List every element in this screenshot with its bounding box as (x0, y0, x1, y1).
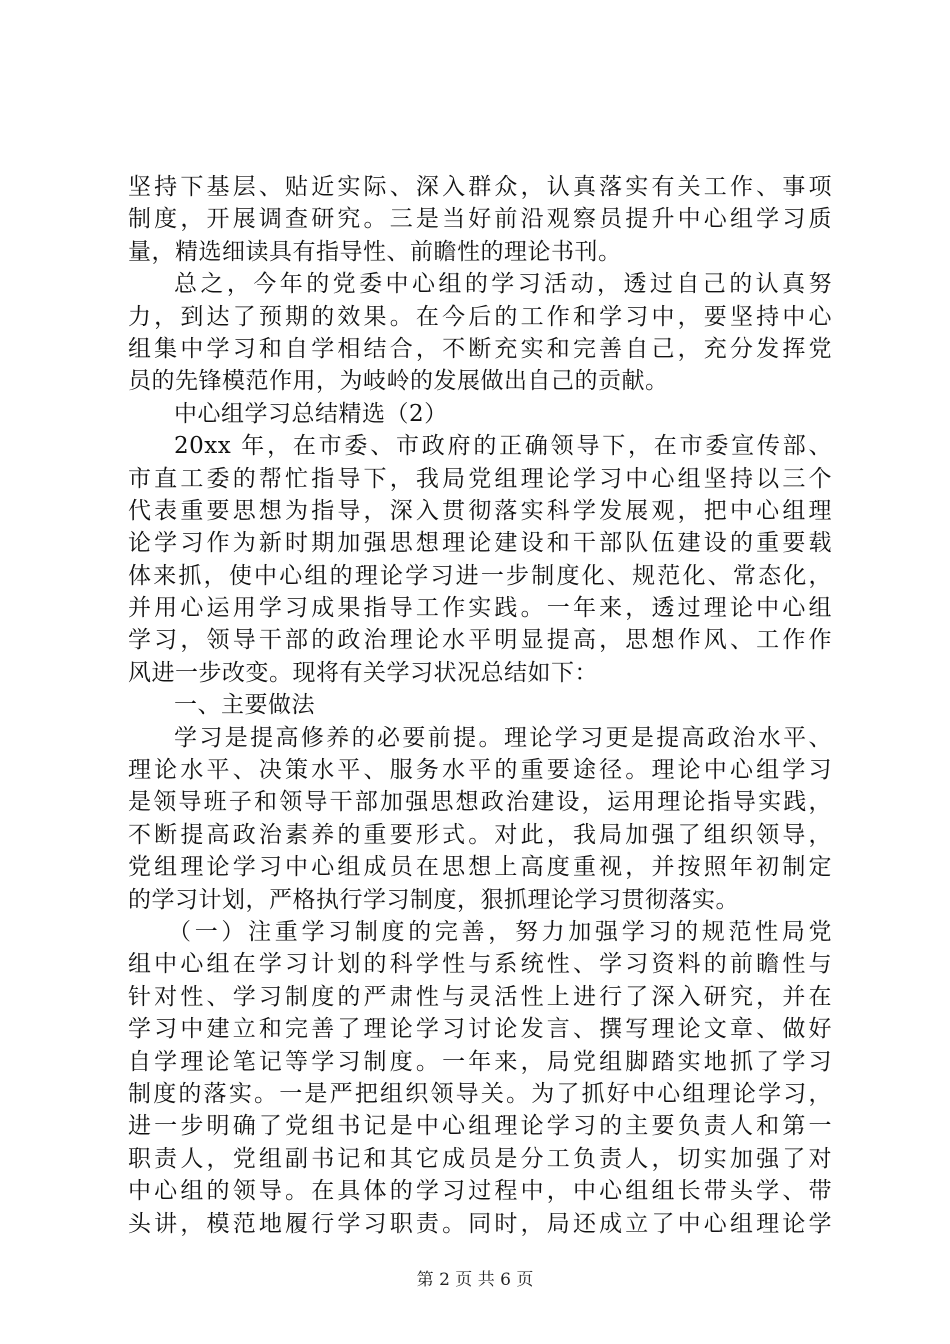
text-line: 市直工委的帮忙指导下，我局党组理论学习中心组坚持以三个 (128, 465, 832, 492)
text-line: 中心组的领导。在具体的学习过程中，中心组组长带头学、带 (128, 1178, 832, 1205)
text-line: 进一步明确了党组书记是中心组理论学习的主要负责人和第一 (128, 1113, 832, 1140)
subsection-heading: 一、主要做法 (174, 692, 315, 719)
text-line: 制度的落实。一是严把组织领导关。为了抓好中心组理论学习， (128, 1080, 832, 1107)
paragraph-start-line: 20xx 年，在市委、市政府的正确领导下，在市委宣传部、 (174, 433, 832, 460)
paragraph-start-line: （一）注重学习制度的完善，努力加强学习的规范性局党 (168, 918, 832, 945)
text-line: 学习中建立和完善了理论学习讨论发言、撰写理论文章、做好 (128, 1016, 832, 1043)
text-line: 党组理论学习中心组成员在思想上高度重视，并按照年初制定 (128, 854, 832, 881)
text-line: 针对性、学习制度的严肃性与灵活性上进行了深入研究，并在 (128, 983, 832, 1010)
text-line: 组中心组在学习计划的科学性与系统性、学习资料的前瞻性与 (128, 951, 832, 978)
text-line: 坚持下基层、贴近实际、深入群众，认真落实有关工作、事项 (128, 174, 832, 200)
text-line: 学习，领导干部的政治理论水平明显提高，思想作风、工作作 (128, 627, 832, 654)
text-line: 论学习作为新时期加强思想理论建设和干部队伍建设的重要载 (128, 530, 832, 557)
paragraph-start-line: 总之，今年的党委中心组的学习活动，透过自己的认真努 (174, 271, 832, 298)
text-line: 是领导班子和领导干部加强思想政治建设，运用理论指导实践， (128, 789, 832, 816)
paragraph-start-line: 学习是提高修养的必要前提。理论学习更是提高政治水平、 (174, 724, 832, 751)
document-body (128, 171, 832, 1240)
section-heading: 中心组学习总结精选（2） (174, 400, 448, 427)
text-line: 的学习计划，严格执行学习制度，狠抓理论学习贯彻落实。 (128, 886, 739, 913)
text-line: 力，到达了预期的效果。在今后的工作和学习中，要坚持中心 (128, 303, 832, 330)
text-line: 体来抓，使中心组的理论学习进一步制度化、规范化、常态化， (128, 562, 832, 589)
text-line: 不断提高政治素养的重要形式。对此，我局加强了组织领导， (128, 821, 832, 848)
text-line: 自学理论笔记等学习制度。一年来，局党组脚踏实地抓了学习 (128, 1048, 832, 1075)
text-line: 风进一步改变。现将有关学习状况总结如下： (128, 659, 598, 686)
text-line: 代表重要思想为指导，深入贯彻落实科学发展观，把中心组理 (128, 497, 832, 524)
text-line: 并用心运用学习成果指导工作实践。一年来，透过理论中心组 (128, 595, 832, 622)
text-line: 组集中学习和自学相结合，不断充实和完善自己，充分发挥党 (128, 335, 832, 362)
text-line: 员的先锋模范作用，为岐岭的发展做出自己的贡献。 (128, 368, 669, 395)
text-line: 职责人，党组副书记和其它成员是分工负责人，切实加强了对 (128, 1145, 832, 1172)
text-line: 制度，开展调查研究。三是当好前沿观察员提升中心组学习质 (128, 206, 832, 233)
text-line: 理论水平、决策水平、服务水平的重要途径。理论中心组学习 (128, 757, 832, 784)
text-line: 头讲，模范地履行学习职责。同时，局还成立了中心组理论学 (128, 1210, 832, 1237)
text-line: 量，精选细读具有指导性、前瞻性的理论书刊。 (128, 238, 622, 265)
page-number-footer: 第 2 页 共 6 页 (416, 1270, 534, 1290)
